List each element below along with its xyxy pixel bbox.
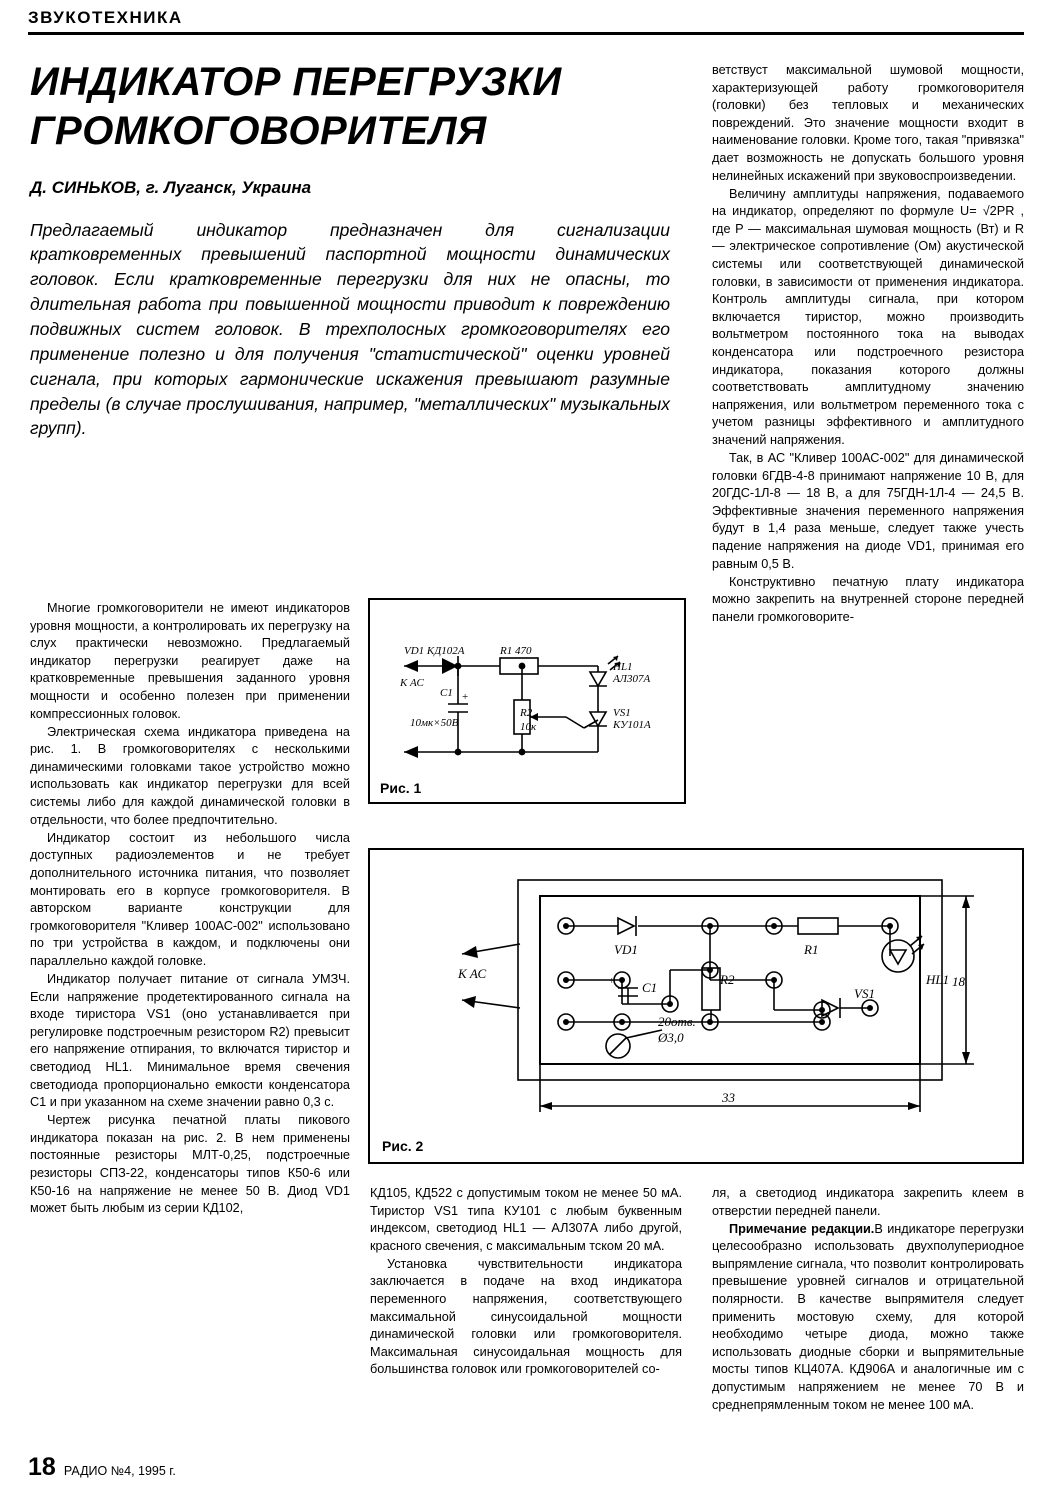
fig1-part-vs1: VS1 [613,707,631,719]
fig1-part-vs1-type: КУ101А [613,719,651,731]
fig2-plus: + [608,975,616,987]
fig1-part-r1: R1 470 [500,645,532,657]
article-lead: Предлагаемый индикатор предназначен для сигнализации кратковременных превышений паспортной мощности динамических головок. Если кратковременные перегрузки для них не опасны, то длительная работа при повышенной мощности приводит к повреждению подвижных систем головок. В трехполосных громкоговорителях его применение полезно и для получения "статистической" оценки уровней сигнала, при которых гармонические искажения превышают разумные пределы (в случае прослушивания, например, "металлических" музыкальных групп). [30,219,670,439]
figure-1-label: Рис. 1 [380,780,422,796]
paragraph: ля, а светодиод индикатора закрепить клеем в отверстии передней панели. [712,1186,1024,1218]
paragraph: Индикатор получает питание от сигнала УМЗЧ. Если напряжение продетектированного сигнала на входе тиристора VS1 (оно устанавливается при регулировке подстроечным резистором R2) превысит его напряжение отпирания, то включатся тиристор и светодиод HL1. Минимальное время свечения светодиода пропорционально емкости конденсатора С1 и при указанном на схеме значении равно 0,3 с. [30,971,350,1110]
article-byline: Д. СИНЬКОВ, г. Луганск, Украина [30,177,312,197]
page-footer [28,1453,176,1482]
paragraph: Чертеж рисунка печатной платы пикового индикатора показан на рис. 2. В нем применены постоянные резисторы МЛТ-0,25, подстроечные резисторы СПЗ-22, конденсаторы типов К50-6 или К50-16 на напряжение не менее 50 В. Диод VD1 может быть любым из серии КД102, [30,1113,350,1216]
fig1-part-c1: С1 [440,687,453,699]
figure-2 [368,848,1024,1164]
paragraph: Так, в АС "Кливер 100АС-002" для динамической головки 6ГДВ-4-8 принимают напряжение 10 В, для 20ГДС-1Л-8 — 18 В, а для 75ГДН-1Л-4 — 24,5 В. Эффективные значения переменного напряжения будут в 1,4 раза меньше, следует также учесть падение напряжения на диоде VD1, принимая его равным 0,5 В. [712,451,1024,571]
paragraph: Конструктивно печатную плату индикатора можно закрепить на внутренней стороне передней панели громкоговорите- [712,574,1024,624]
body-column-bottom-right [712,1185,1024,1415]
fig2-part-vd1: VD1 [614,942,638,957]
fig1-part-vd1: VD1 КД102А [404,645,465,657]
fig2-holes-count: 20отв. [658,1014,696,1029]
paragraph: Электрическая схема индикатора приведена на рис. 1. В громкоговорителях с несколькими динамическими головками такое устройство можно использовать как индикатор перегрузки для всей системы либо для каждой динамической головки в отдельности, что более предпочтительно. [30,724,350,827]
paragraph: ветствуст максимальной шумовой мощности, характеризующей работу громкоговорителя (головки) без тепловых и механических повреждений. Это значение мощности входит в наименование головки. Кроме того, такая "привязка" дает возможность не допускать большого уровня нелинейных искажений при звуковоспроизведении. [712,63,1024,183]
fig2-part-vs1: VS1 [854,986,875,1001]
paragraph: Индикатор состоит из небольшого числа доступных радиоэлементов и не требует дополнительного источника питания, что позволяет монтировать его в корпусе громкоговорителя. В авторском варианте конструкции для громкоговорителя "Кливер 100АС-002" использовано по три устройства в каждом, и подключены они параллельно каждой головке. [30,830,350,968]
fig1-part-hl1: HL1 [613,661,633,673]
fig2-part-r2: R2 [720,972,735,987]
fig2-part-hl1: HL1 [926,972,950,987]
body-column-left [30,600,350,1218]
fig2-hole-diameter: Ø3,0 [658,1030,684,1045]
figure-2-label: Рис. 2 [382,1138,424,1154]
fig2-dim-width: 33 [722,1090,735,1105]
paragraph: Установка чувствительности индикатора заключается в подаче на вход индикатора переменного напряжения, соответствующего максимальной синусоидальной мощности динамической головки или громкоговорителя. Максимальная синусоидальная мощность для большинства головок или громкоговорителей со- [370,1256,682,1377]
fig1-part-hl1-type: АЛ307А [613,673,651,685]
body-column-bottom-middle [370,1185,682,1380]
fig1-part-c1-val: 10мк×50В [410,717,459,729]
paragraph: Многие громкоговорители не имеют индикаторов уровня мощности, а контролировать их перегрузку на слух практически невозможно. Предлагаемый индикатор перегрузки реагирует даже на кратковременные превышения заданного уровня мощности и особенно полезен при применении компрессионных головок. [30,601,350,721]
fig2-part-r1: R1 [804,942,819,957]
editor-note-title: Примечание редакции. [729,1221,875,1236]
page-number: 18 [28,1453,56,1481]
body-column-right-top [712,62,1024,627]
fig2-dim-height: 18 [952,974,965,989]
paragraph: КД105, КД522 с допустимым током не менее 50 мА. Тиристор VS1 типа КУ101 с любым буквенным индексом, светодиод HL1 — АЛ307А либо другой, красного свечения, с максимальным тском 20 мА. [370,1186,682,1253]
fig1-part-kac: К АС [400,677,424,689]
figure-1-schematic [370,600,684,802]
editor-note-body: В индикаторе перегрузки целесообразно использовать двухполупериодное выпрямление сигнала, что позволит контролировать превышение уровней сигналов и отрицательной полярности. В качестве выпрямителя следует применить мостовую схему, для которой необходимо четыре диода, можно также использовать диодные сборки и выпрямительные мосты типов КЦ407А. КД906А и аналогичные им с допустимым напряжением не менее 70 В и среднепрямленным током не менее 100 мА. [712,1221,1024,1412]
paragraph: Величину амплитуды напряжения, подаваемого на индикатор, определяют по формуле U= √2PR , где Р — максимальная шумовая мощность (Вт) и R — электрическое сопротивление (Ом) акустической системы или соответствующей динамической головки, в зависимости от применения индикатора. Контроль амплитуды сигнала, при котором включается тиристор, можно производить вольтметром постоянного тока на выводах конденсатора или подстроечного резистора индикатора, показания которого должны соответствовать амплитудному значению напряжения, или вольтметром переменного тока с учетом разницы эффективного и амплитудного значений напряжения. [712,186,1024,447]
publication-info: РАДИО №4, 1995 г. [63,1464,176,1478]
svg-text:+: + [462,691,469,703]
header-divider [28,32,1024,35]
article-title: ИНДИКАТОР ПЕРЕГРУЗКИ ГРОМКОГОВОРИТЕЛЯ [30,60,562,153]
section-header [28,8,1024,35]
figure-2-pcb [370,850,1022,1162]
figure-1 [368,598,686,804]
fig2-part-kac: К АС [458,966,487,981]
title-block [30,58,670,441]
fig1-part-r2: R2 [520,707,533,719]
fig2-part-c1: С1 [642,980,658,995]
fig1-part-r2-val: 10к [520,721,537,733]
section-kicker: ЗВУКОТЕХНИКА [28,8,183,27]
